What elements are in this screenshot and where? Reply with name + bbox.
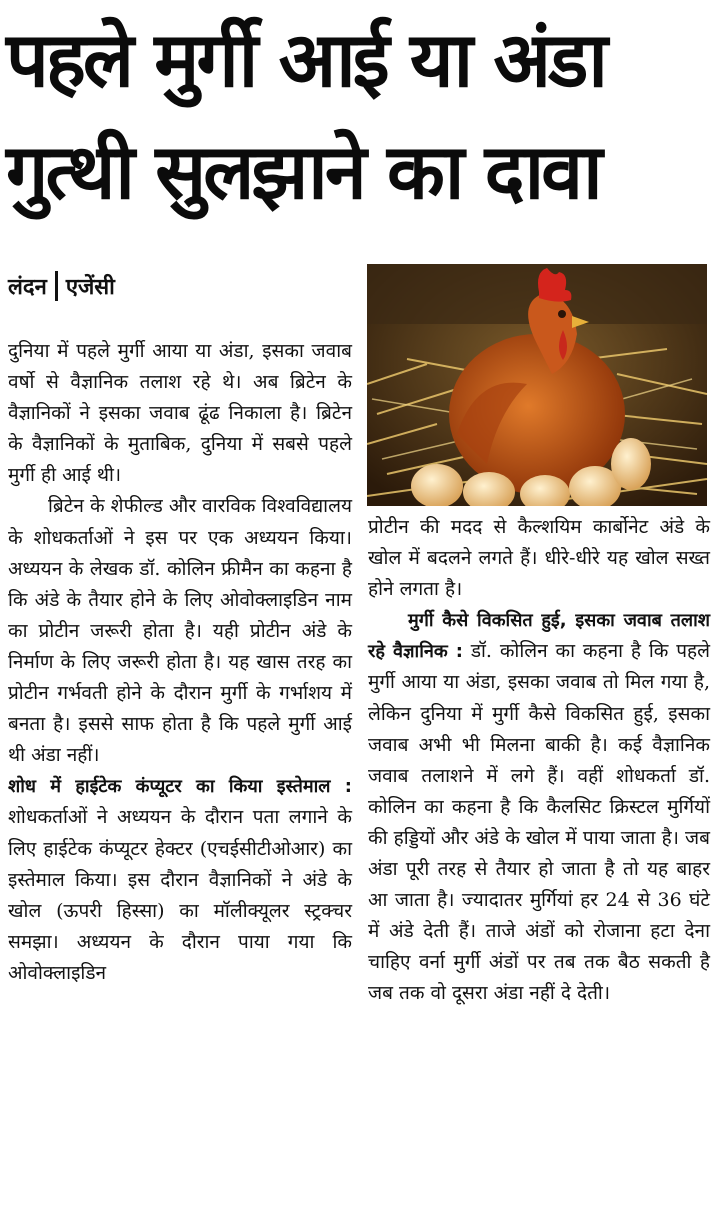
hen-photo bbox=[367, 264, 707, 506]
dateline-city: लंदन bbox=[8, 275, 47, 300]
headline-line-1: पहले मुर्गी आई या अंडा bbox=[6, 15, 605, 104]
article-left-column bbox=[8, 336, 352, 989]
headline bbox=[6, 4, 718, 228]
dateline bbox=[8, 268, 115, 304]
article-paragraph: ब्रिटेन के शेफील्ड और वारविक विश्वविद्यालय के शोधकर्ताओं ने इस पर एक अध्ययन किया। अध्ययन के लेखक डॉ. कोलिन फ्रीमैन का कहना है कि अंडे के तैयार होने के लिए ओवोक्लाइडिन नाम का प्रोटीन जरूरी होता है। यही प्रोटीन अंडे के निर्माण के लिए जरूरी होता है। यह खास तरह का प्रोटीन गर्भवती होने के दौरान मुर्गी के गर्भाशय में बनता है। इससे साफ होता है कि पहले मुर्गी आई थी अंडा नहीं। bbox=[8, 495, 352, 767]
subheading: शोध में हाईटेक कंप्यूटर का किया इस्तेमाल : bbox=[8, 776, 352, 798]
hen-on-eggs-image bbox=[367, 264, 707, 506]
paragraph-body: डॉ. कोलिन का कहना है कि पहले मुर्गी आया या अंडा, इसका जवाब तो मिल गया है, लेकिन दुनिया में मुर्गी कैसे विकसित हुई, इसका जवाब अभी भी मिलना बाकी है। कई वैज्ञानिक जवाब तलाशने में लगे हैं। वहीं शोधकर्ता डॉ. कोलिन का कहना है कि कैलसिट क्रिस्टल मुर्गियों की हड्डियों और अंडे के खोल में पाया जाता है। जब अंडा पूरी तरह से तैयार हो जाता है तो यह बाहर आ जाता है। ज्यादातर मुर्गियां हर 24 से 36 घंटे में अंडे देती हैं। ताजे अंडों को रोजाना हटा देना चाहिए वर्ना मुर्गी अंडों पर तब तक बैठ सकती है जब तक वो दूसरा अंडा नहीं दे देती। bbox=[368, 640, 710, 1005]
headline-line-2: गुत्थी सुलझाने का दावा bbox=[6, 127, 600, 216]
article-paragraph: प्रोटीन की मदद से कैल्शयिम कार्बोनेट अंडे के खोल में बदलने लगते हैं। धीरे-धीरे यह खोल सख्त होने लगता है। bbox=[368, 516, 710, 601]
paragraph-body: शोधकर्ताओं ने अध्ययन के दौरान पता लगाने के लिए हाईटेक कंप्यूटर हेक्टर (एचईसीटीओआर) का इस्तेमाल किया। इस दौरान वैज्ञानिकों ने अंडे के खोल (ऊपरी हिस्सा) का मॉलीक्यूलर स्ट्रक्चर समझा। अध्ययन के दौरान पाया गया कि ओवोक्लाइडिन bbox=[8, 806, 352, 984]
dateline-separator bbox=[55, 271, 58, 301]
article-right-column bbox=[368, 512, 710, 1010]
article-paragraph: दुनिया में पहले मुर्गी आया या अंडा, इसका जवाब वर्षो से वैज्ञानिक तलाश रहे थे। अब ब्रिटेन के वैज्ञानिकों ने इसका जवाब ढूंढ निकाला है। ब्रिटेन के वैज्ञानिकों के मुताबिक, दुनिया में सबसे पहले मुर्गी ही आई थी। bbox=[8, 340, 352, 487]
article-paragraph bbox=[368, 605, 710, 1009]
dateline-agency: एजेंसी bbox=[65, 275, 115, 300]
subheading: मुर्गी कैसे विकसित हुई, इसका जवाब तलाश रहे वैज्ञानिक : bbox=[368, 610, 710, 663]
article-paragraph bbox=[8, 771, 352, 989]
